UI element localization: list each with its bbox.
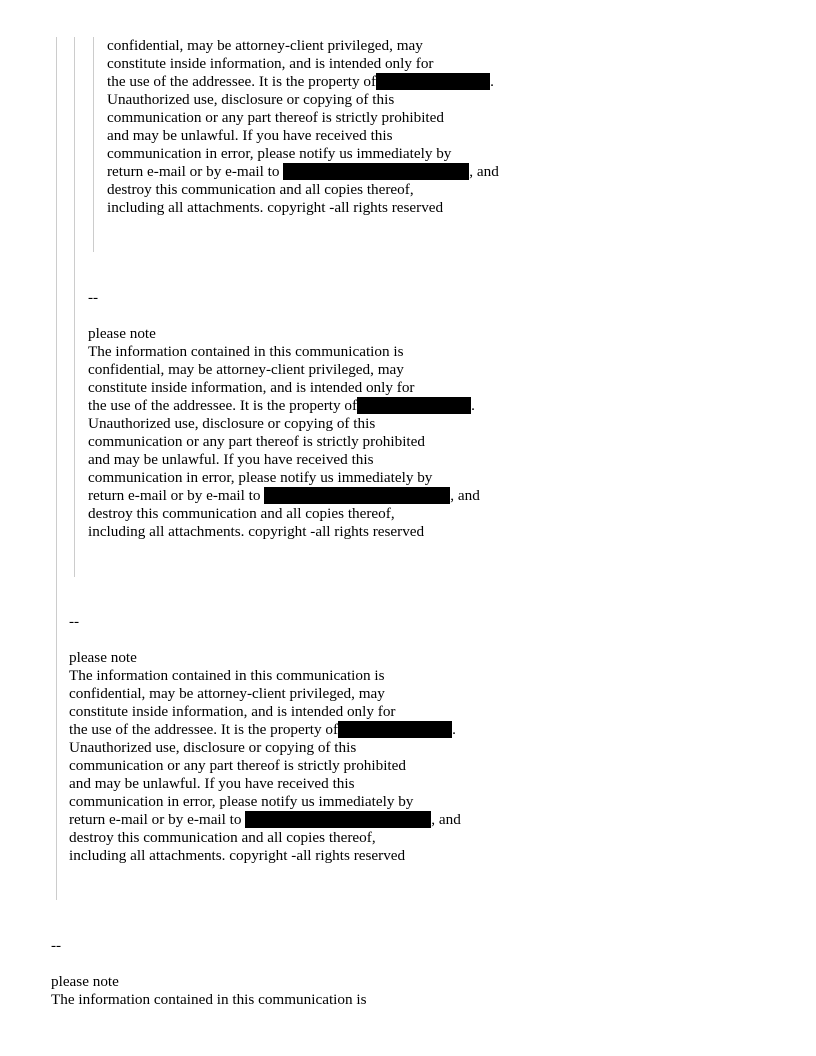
quote-bar-level-1 [56,37,57,900]
quote-bar-level-2 [74,37,75,577]
notice-text: the use of the addressee. It is the property of [88,397,358,414]
notice-text: the use of the addressee. It is the property of [107,73,377,90]
notice-line: communication or any part thereof is strictly prohibited [88,433,425,450]
blank-line [51,955,367,973]
signature-block-level-1 [69,613,461,865]
signature-block-level-0 [51,937,367,1009]
quote-bar-level-3 [93,37,94,252]
redacted-company-name [357,397,471,414]
signature-block-level-2 [88,289,480,541]
notice-text: the use of the addressee. It is the property of [69,721,339,738]
notice-line: Unauthorized use, disclosure or copying of this [107,91,395,108]
notice-line: confidential, may be attorney-client privileged, may [69,685,385,702]
notice-line: constitute inside information, and is intended only for [69,703,396,720]
blank-line [88,307,480,325]
notice-line: constitute inside information, and is intended only for [107,55,434,72]
notice-line [69,721,461,739]
please-note-label: please note [69,649,137,666]
notice-text: . [471,397,475,414]
notice-line: confidential, may be attorney-client privileged, may [88,361,404,378]
please-note-label: please note [88,325,156,342]
notice-text: . [452,721,456,738]
notice-line [88,487,480,505]
redacted-company-name [376,73,490,90]
notice-line: The information contained in this communication is [51,991,367,1008]
notice-line: The information contained in this communication is [88,343,404,360]
please-note-label: please note [51,973,119,990]
redacted-email-address [264,487,450,504]
notice-line: constitute inside information, and is intended only for [88,379,415,396]
notice-line: including all attachments. copyright -all rights reserved [69,847,406,864]
notice-line: including all attachments. copyright -all rights reserved [107,199,444,216]
notice-text: return e-mail or by e-mail to [107,163,280,180]
signature-separator: -- [69,613,80,630]
notice-line: Unauthorized use, disclosure or copying of this [88,415,376,432]
notice-text: , and [431,811,461,828]
notice-text: return e-mail or by e-mail to [88,487,261,504]
signature-block-level-3 [107,37,499,217]
signature-separator: -- [51,937,62,954]
notice-line: destroy this communication and all copies thereof, [107,181,414,198]
notice-text: , and [450,487,480,504]
notice-line: The information contained in this communication is [69,667,385,684]
notice-line [107,163,499,181]
signature-separator: -- [88,289,99,306]
notice-line: confidential, may be attorney-client privileged, may [107,37,423,54]
notice-line: destroy this communication and all copies thereof, [88,505,395,522]
notice-line: communication or any part thereof is strictly prohibited [107,109,444,126]
notice-line: including all attachments. copyright -all rights reserved [88,523,425,540]
redacted-company-name [338,721,452,738]
notice-line: communication in error, please notify us immediately by [107,145,452,162]
notice-line [88,397,480,415]
notice-line: destroy this communication and all copies thereof, [69,829,376,846]
notice-text: . [490,73,494,90]
notice-text: , and [469,163,499,180]
blank-line [69,631,461,649]
notice-line: communication or any part thereof is strictly prohibited [69,757,406,774]
notice-line: communication in error, please notify us immediately by [69,793,414,810]
notice-line [107,73,499,91]
notice-text: return e-mail or by e-mail to [69,811,242,828]
redacted-email-address [283,163,469,180]
notice-line: and may be unlawful. If you have received this [69,775,355,792]
notice-line: and may be unlawful. If you have received this [107,127,393,144]
notice-line: Unauthorized use, disclosure or copying of this [69,739,357,756]
notice-line [69,811,461,829]
redacted-email-address [245,811,431,828]
notice-line: and may be unlawful. If you have received this [88,451,374,468]
notice-line: communication in error, please notify us immediately by [88,469,433,486]
